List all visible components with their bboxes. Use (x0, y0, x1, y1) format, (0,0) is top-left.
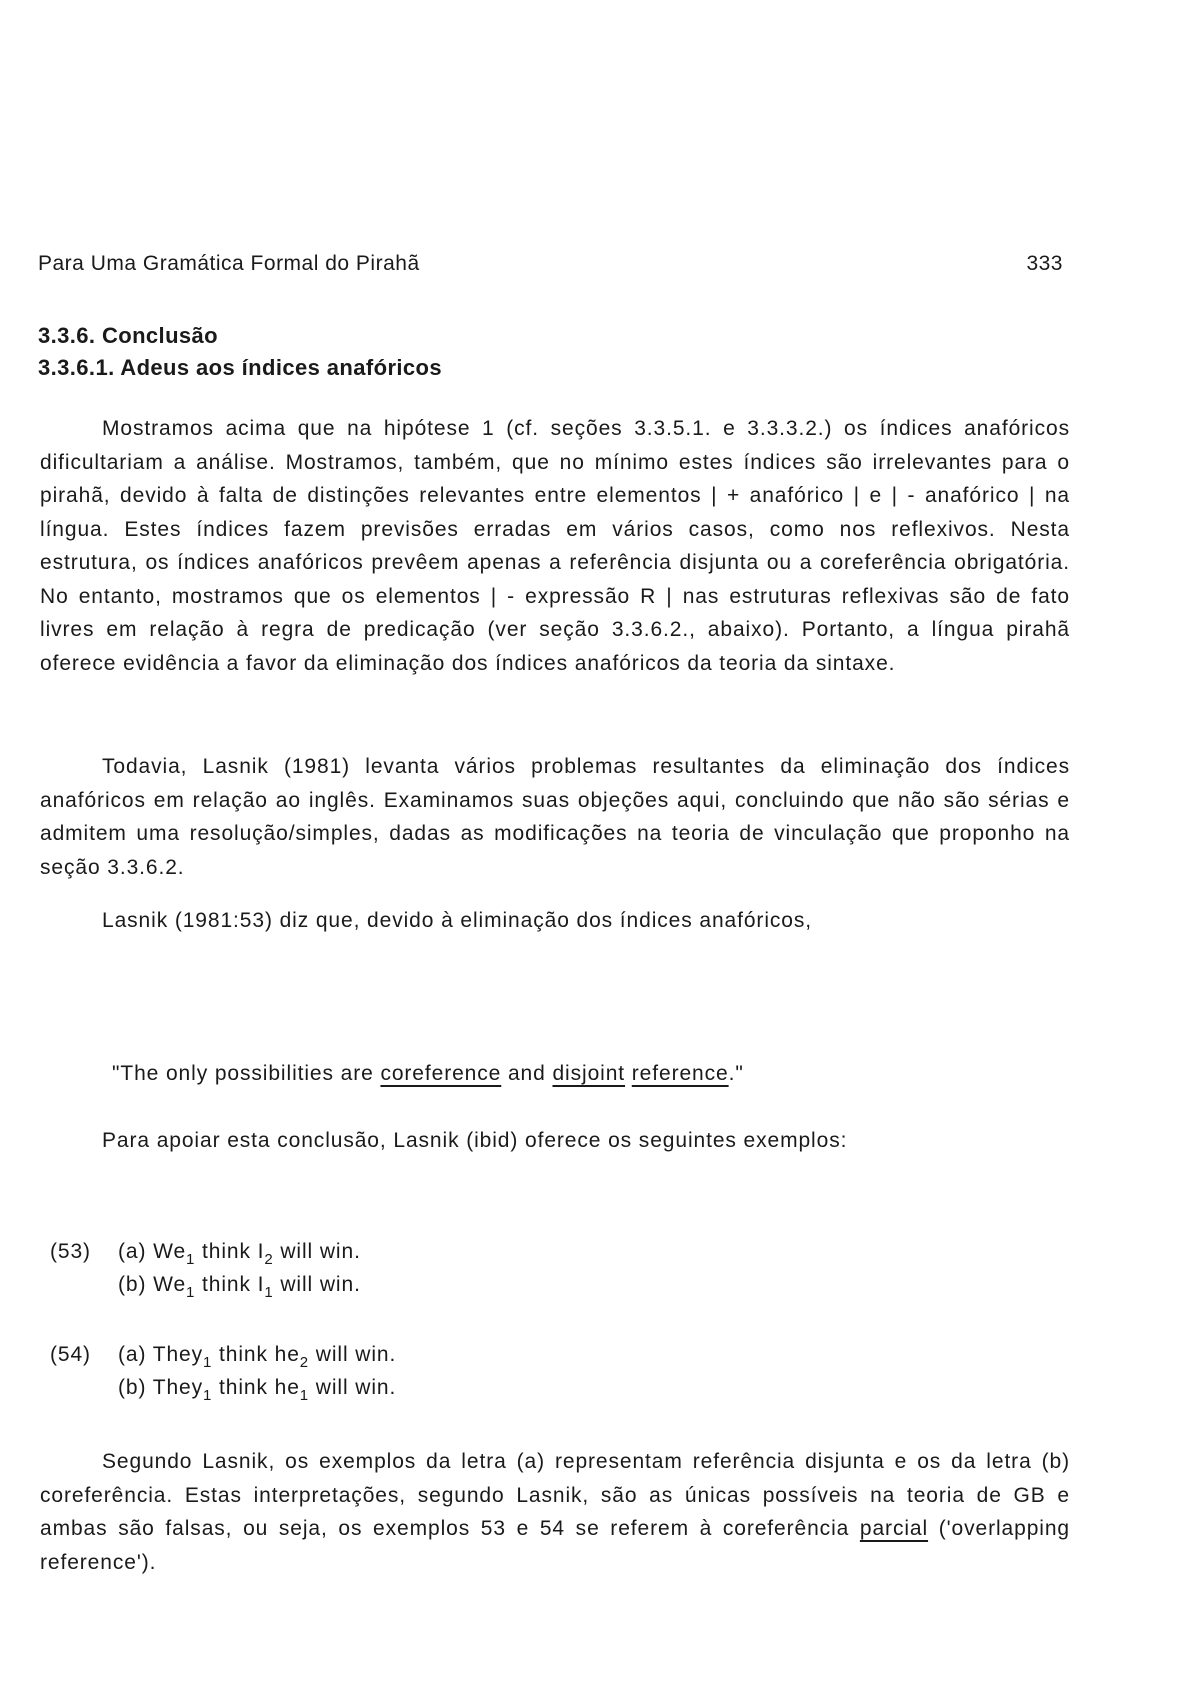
example-word: They (152, 1376, 204, 1399)
example-word: will win. (309, 1343, 397, 1366)
example-word: think (195, 1273, 258, 1296)
paragraph-4: Para apoiar esta conclusão, Lasnik (ibid) oferece os seguintes exemplos: (102, 1129, 848, 1152)
index-subscript: 1 (186, 1284, 196, 1301)
example-word: he (274, 1376, 300, 1399)
example-word: We (153, 1273, 187, 1296)
example-label: (a) (118, 1240, 147, 1263)
example-word: will win. (273, 1240, 361, 1263)
example-line (118, 1240, 361, 1268)
paragraph-5-text-end: ('overlapping reference'). (40, 1517, 1071, 1574)
example-word: I (257, 1273, 265, 1296)
index-subscript: 2 (299, 1354, 310, 1371)
example-word: he (274, 1343, 300, 1366)
example-word: will win. (273, 1273, 361, 1296)
paragraph-3: Lasnik (1981:53) diz que, devido à eliminação dos índices anafóricos, (102, 909, 812, 932)
quote-text-end: ." (728, 1062, 744, 1085)
example-label: (b) (118, 1273, 147, 1296)
paragraph-5-text: Segundo Lasnik, os exemplos da letra (a) representam referência disjunta e os da letra (b) coreferência. Estas interpretações, segundo Lasnik, são as únicas possíveis na teoria de GB e ambas são falsas, ou seja, os exemplos 53 e 54 se referem à coreferência (40, 1450, 1070, 1540)
index-subscript: 2 (264, 1251, 274, 1268)
running-title: Para Uma Gramática Formal do Pirahã (38, 252, 420, 275)
quote-text-mid: and (501, 1062, 553, 1085)
section-heading: 3.3.6. Conclusão (38, 323, 219, 348)
underlined-parcial: parcial (859, 1517, 929, 1540)
index-subscript: 1 (203, 1387, 213, 1404)
example-number: (54) (50, 1343, 91, 1366)
index-subscript: 1 (264, 1284, 274, 1301)
example-word: think (212, 1343, 275, 1366)
example-word: We (153, 1240, 187, 1263)
example-label: (b) (118, 1376, 147, 1399)
block-quote (112, 1062, 744, 1086)
paragraph-2: Todavia, Lasnik (1981) levanta vários problemas resultantes da eliminação dos índices anafóricos em relação ao inglês. Examinamos suas objeções aqui, concluindo que não são sérias e admitem uma resolução/simples, dadas as modificações na teoria de vinculação que proponho na seção 3.3.6.2. (40, 755, 1070, 879)
quote-underlined-reference: reference (631, 1062, 729, 1085)
subsection-heading: 3.3.6.1. Adeus aos índices anafóricos (38, 355, 443, 380)
example-line (118, 1273, 361, 1301)
example-word: They (152, 1343, 204, 1366)
index-subscript: 1 (186, 1251, 196, 1268)
example-line (118, 1376, 397, 1404)
quote-underlined-coreference: coreference (380, 1062, 502, 1085)
example-number: (53) (50, 1240, 91, 1263)
page-number: 333 (1026, 252, 1063, 275)
paragraph-5 (40, 1445, 1070, 1579)
example-word: I (257, 1240, 265, 1263)
running-header (38, 252, 1063, 276)
quote-text-start: "The only possibilities are (112, 1062, 381, 1085)
index-subscript: 1 (203, 1354, 213, 1371)
paragraph-1: Mostramos acima que na hipótese 1 (cf. seções 3.3.5.1. e 3.3.3.2.) os índices anafóricos dificultariam a análise. Mostramos, também, que no mínimo estes índices são irrelevantes para o pirahã, devido à falta de distinções relevantes entre elementos | + anafórico | e | - anafórico | na língua. Estes índices fazem previsões erradas em vários casos, como nos reflexivos. Nesta estrutura, os índices anafóricos prevêem apenas a referência disjunta ou a coreferência obrigatória. No entanto, mostramos que os elementos | - expressão R | nas estruturas reflexivas são de fato livres em relação à regra de predicação (ver seção 3.3.6.2., abaixo). Portanto, a língua pirahã oferece evidência a favor da eliminação dos índices anafóricos da teoria da sintaxe. (40, 417, 1070, 675)
quote-underlined-disjoint: disjoint (552, 1062, 626, 1085)
example-word: think (212, 1376, 275, 1399)
example-label: (a) (118, 1343, 147, 1366)
index-subscript: 1 (299, 1387, 310, 1404)
example-word: will win. (309, 1376, 397, 1399)
example-line (118, 1343, 397, 1371)
example-word: think (195, 1240, 258, 1263)
